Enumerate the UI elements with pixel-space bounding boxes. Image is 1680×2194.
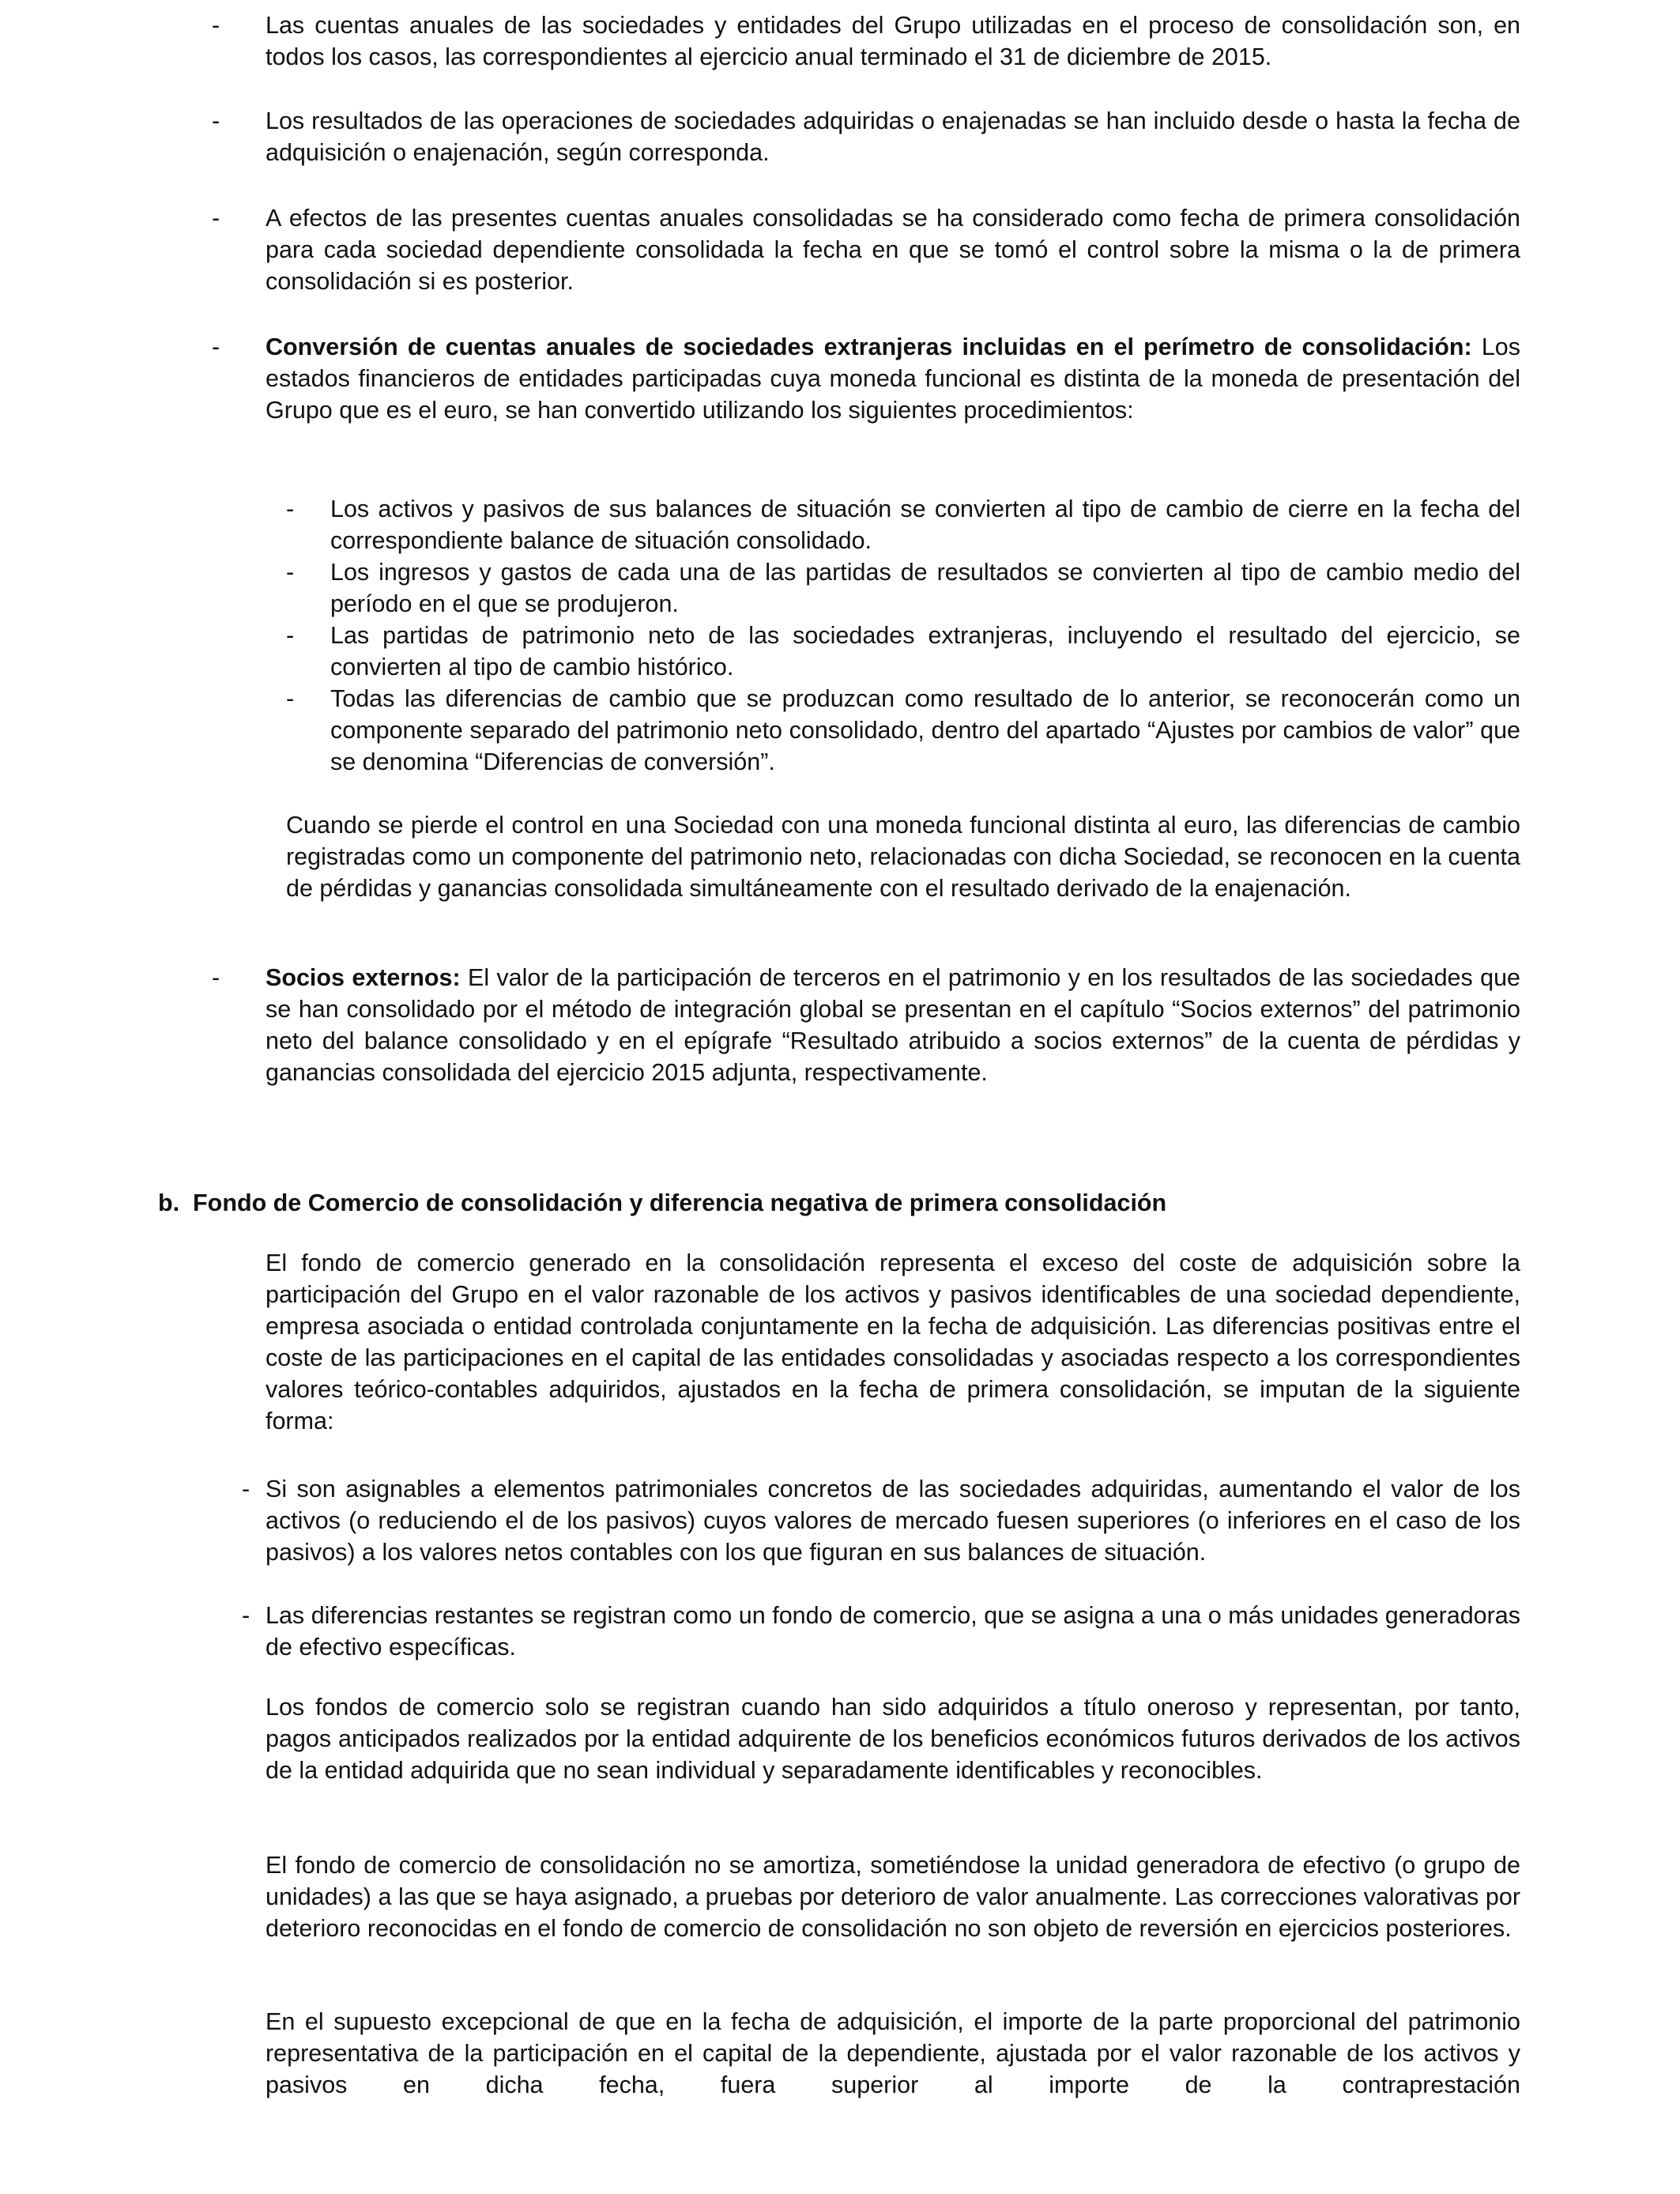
- sub-list-dash: -: [286, 559, 295, 586]
- section-list-item-text: Las diferencias restantes se registran como un fondo de comercio, que se asigna a una o más unidades generadoras de efectivo específicas.: [266, 1602, 1520, 1661]
- sub-list-dash: -: [286, 496, 295, 522]
- list-item-text: [266, 962, 1520, 1088]
- section-intro: [266, 1247, 1520, 1437]
- paragraph: [266, 2006, 1520, 2101]
- sub-list-dash: -: [286, 622, 295, 649]
- list-item-text: Los resultados de las operaciones de sociedades adquiridas o enajenadas se han incluido desde o hasta la fecha de adquisición o enajenación, según corresponda.: [266, 107, 1520, 166]
- list-item: [212, 331, 1520, 426]
- list-item: [212, 105, 1520, 168]
- sub-list-item-text: Los activos y pasivos de sus balances de situación se convierten al tipo de cambio de cierre en la fecha del correspondiente balance de situación consolidado.: [330, 496, 1520, 554]
- sub-list-item: [286, 493, 1520, 556]
- paragraph: [266, 1849, 1520, 1944]
- list-item-text: [266, 331, 1520, 426]
- list-dash: -: [212, 12, 220, 39]
- sub-list-item: [286, 683, 1520, 778]
- list-dash: -: [212, 964, 220, 991]
- sub-paragraph-text: Cuando se pierde el control en una Sociedad con una moneda funcional distinta al euro, las diferencias de cambio registradas como un componente del patrimonio neto, relacionadas con dicha Sociedad, se reconocen en la cuenta de pérdidas y ganancias consolidada simultáneamente con el resultado derivado de la enajenación.: [286, 812, 1520, 902]
- list-item-body: Los estados financieros de entidades participadas cuya moneda funcional es distinta de la moneda de presentación del Grupo que es el euro, se han convertido utilizando los siguientes procedimientos:: [266, 334, 1520, 424]
- section-list-item: [242, 1600, 1520, 1663]
- list-item-text: Las cuentas anuales de las sociedades y entidades del Grupo utilizadas en el proceso de consolidación son, en todos los casos, las correspondientes al ejercicio anual terminado el 31 de diciembre de 2015.: [266, 12, 1520, 70]
- section-intro-text: El fondo de comercio generado en la consolidación representa el exceso del coste de adquisición sobre la participación del Grupo en el valor razonable de los activos y pasivos identificables de una sociedad dependiente, empresa asociada o entidad controlada conjuntamente en la fecha de adquisición. Las diferencias positivas entre el coste de las participaciones en el capital de las entidades consolidadas y asociadas respecto a los correspondientes valores teórico-contables adquiridos, ajustados en la fecha de primera consolidación, se imputan de la siguiente forma:: [266, 1250, 1520, 1434]
- list-dash: -: [212, 334, 220, 360]
- sub-paragraph: [286, 809, 1520, 904]
- paragraph: [266, 1691, 1520, 1786]
- sub-list-dash: -: [286, 685, 295, 712]
- section-list-item-text: Si son asignables a elementos patrimoniales concretos de las sociedades adquiridas, aumentando el valor de los activos (o reduciendo el de los pasivos) cuyos valores de mercado fuesen superiores (o inferiores en el caso de los pasivos) a los valores netos contables con los que figuran en sus balances de situación.: [266, 1476, 1520, 1566]
- section-list-item: [242, 1473, 1520, 1568]
- list-item: [212, 202, 1520, 297]
- list-dash: -: [212, 107, 220, 134]
- sub-list-item-text: Las partidas de patrimonio neto de las sociedades extranjeras, incluyendo el resultado del ejercicio, se convierten al tipo de cambio histórico.: [330, 622, 1520, 680]
- paragraph-text: Los fondos de comercio solo se registran cuando han sido adquiridos a título oneroso y representan, por tanto, pagos anticipados realizados por la entidad adquirente de los beneficios económicos futuros derivados de los activos de la entidad adquirida que no sean individual y separadamente identificables y reconocibles.: [266, 1694, 1520, 1784]
- section-list-dash: -: [242, 1476, 250, 1502]
- list-item-body: El valor de la participación de terceros en el patrimonio y en los resultados de las sociedades que se han consolidado por el método de integración global se presentan en el capítulo “Socios externos” del patrimonio neto del balance consolidado y en el epígrafe “Resultado atribuido a socios externos” de la cuenta de pérdidas y ganancias consolidada del ejercicio 2015 adjunta, respectivamente.: [266, 964, 1520, 1086]
- section-heading: b. Fondo de Comercio de consolidación y diferencia negativa de primera consolidación: [158, 1189, 1167, 1216]
- sub-list-item-text: Todas las diferencias de cambio que se produzcan como resultado de lo anterior, se reconocerán como un componente separado del patrimonio neto consolidado, dentro del apartado “Ajustes por cambios de valor” que se denomina “Diferencias de conversión”.: [330, 685, 1520, 775]
- paragraph-text: En el supuesto excepcional de que en la fecha de adquisición, el importe de la parte proporcional del patrimonio representativa de la participación en el capital de la dependiente, ajustada por el valor razonable de los activos y pasivos en dicha fecha, fuera superior al importe de la contraprestación: [266, 2008, 1520, 2098]
- list-item: [212, 962, 1520, 1088]
- sub-list-item: [286, 620, 1520, 683]
- list-item-text: A efectos de las presentes cuentas anuales consolidadas se ha considerado como fecha de primera consolidación para cada sociedad dependiente consolidada la fecha en que se tomó el control sobre la misma o la de primera consolidación si es posterior.: [266, 205, 1520, 295]
- paragraph-text: El fondo de comercio de consolidación no se amortiza, sometiéndose la unidad generadora de efectivo (o grupo de unidades) a las que se haya asignado, a pruebas por deterioro de valor anualmente. Las correcciones valorativas por deterioro reconocidas en el fondo de comercio de consolidación no son objeto de reversión en ejercicios posteriores.: [266, 1852, 1520, 1942]
- list-item-bold-lead: Socios externos:: [266, 964, 461, 991]
- list-item: [212, 9, 1520, 73]
- section-list-dash: -: [242, 1602, 250, 1629]
- list-dash: -: [212, 205, 220, 232]
- sub-list-item-text: Los ingresos y gastos de cada una de las partidas de resultados se convierten al tipo de cambio medio del período en el que se produjeron.: [330, 559, 1520, 617]
- sub-list-item: [286, 556, 1520, 620]
- list-item-bold-lead: Conversión de cuentas anuales de sociedades extranjeras incluidas en el perímetro de consolidación:: [266, 334, 1472, 360]
